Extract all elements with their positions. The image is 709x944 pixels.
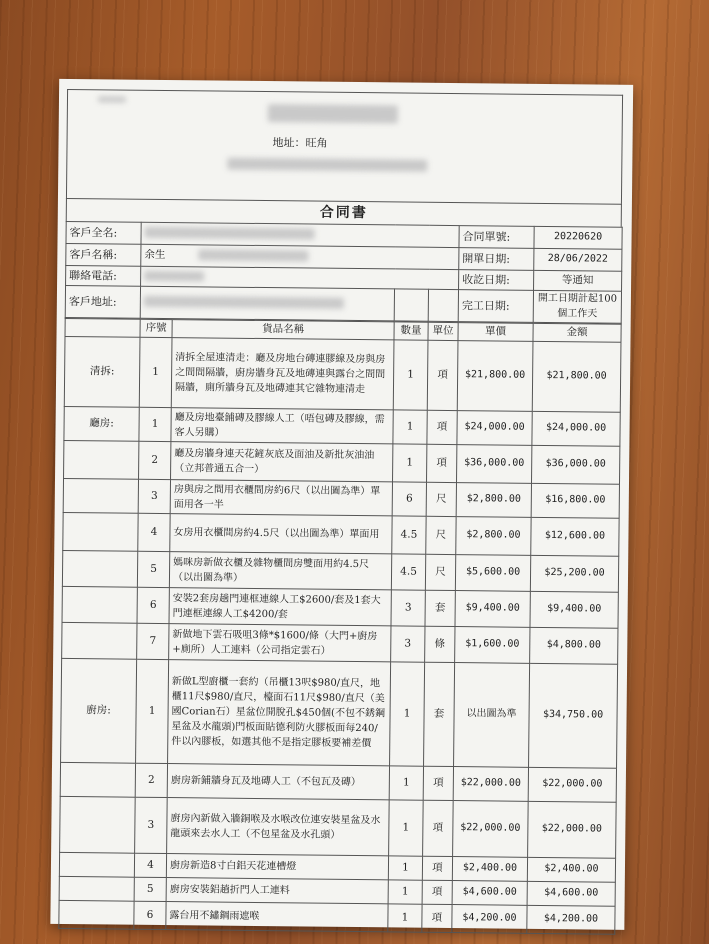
col-qty-header: 數量 [394,322,428,341]
table-row [64,337,621,413]
row-unit: 項 [427,340,458,410]
row-unit-price: $2,400.00 [452,857,527,882]
row-category [60,763,135,798]
row-unit-price: $22,000.00 [453,801,529,858]
row-category [64,441,139,480]
table-row [63,479,619,519]
redacted-company-address [227,158,427,172]
col-name-header: 貨品名稱 [172,320,394,341]
finish-date-value: 開工日期計起100個工作天 [533,290,621,323]
row-amount: $36,000.00 [531,446,619,485]
row-unit: 項 [427,410,457,444]
customer-name-label: 客戶名稱: [66,243,141,266]
row-unit: 尺 [426,516,456,554]
deposit-date-label: 收訖日期: [459,270,534,291]
row-category [63,479,138,514]
row-category [63,513,138,552]
row-unit-price: $24,000.00 [457,411,532,446]
row-description: 廚房安裝鋁趟折門人工連料 [166,878,388,904]
col-unit-header: 單位 [428,322,458,341]
table-row [64,441,620,485]
customer-full-name-label: 客戶全名: [66,221,141,244]
customer-name-value: 余生 [144,248,166,261]
deposit-date-value: 等通知 [534,270,622,291]
redacted-customer-address [144,296,344,309]
row-qty: 1 [393,340,428,410]
row-seq: 1 [139,337,172,407]
row-qty: 1 [393,410,427,444]
row-description: 清拆全屋連清走：廳及房地台磚連膠線及房與房之間間隔牆，廚房牆身瓦及地磚連與露台之間間隔牆，廁所牆身瓦及地磚連其它雜物連清走 [171,338,394,410]
table-row [59,901,615,935]
row-category [59,901,134,930]
row-qty: 4.5 [392,516,426,554]
row-category: 廚房: [61,659,137,764]
company-header [66,89,623,204]
row-category [59,853,134,878]
row-category [59,877,134,902]
row-seq: 1 [136,659,169,763]
row-qty: 1 [390,662,425,766]
row-amount: $21,800.00 [532,342,621,413]
row-unit: 項 [423,766,453,800]
row-amount: $4,600.00 [527,882,615,907]
row-unit: 套 [425,590,455,626]
row-qty: 1 [388,856,422,880]
table-row [63,513,619,557]
row-description: 廳及房地臺鋪磚及膠線人工（唔包磚及膠線，需客人另購） [171,408,393,444]
redacted-mark [98,96,126,102]
row-category: 廳房: [64,407,139,442]
row-description: 安裝2套房趟門連框連線人工$2600/套及1套大門連框連線人工$4200/套 [169,588,391,626]
row-category [62,551,137,588]
order-date-label: 開單日期: [459,248,534,271]
row-unit-price: $21,800.00 [457,341,533,412]
row-amount: $4,200.00 [527,906,615,935]
row-description: 女房用衣櫃間房約4.5尺（以出圖為準）單面用 [170,514,392,554]
row-qty: 1 [389,766,423,800]
customer-info-table [65,221,623,324]
row-seq: 1 [139,407,171,441]
row-qty: 6 [392,482,426,516]
contract-paper [50,79,633,930]
row-unit-price: $5,600.00 [455,555,530,592]
row-seq: 4 [138,513,170,551]
col-seq-header: 序號 [140,319,172,338]
col-price-header: 單價 [458,323,533,342]
row-description: 媽咪房新做衣櫃及雜物櫃間房雙面用約4.5尺（以出圖為準） [169,552,391,590]
row-unit-price: $2,800.00 [456,483,531,518]
row-unit-price: 以出圖為準 [454,663,530,768]
row-description: 新做地下雲石吸咀3條*$1600/條（大門+廚房+廁所）人工連料（公司指定雲石） [169,624,391,662]
quotation-items-table [58,318,621,935]
row-unit-price: $22,000.00 [453,767,528,802]
contact-phone-label: 聯絡電話: [66,265,141,286]
col-amount-header: 金額 [533,323,621,342]
table-row [62,551,618,593]
row-amount: $16,800.00 [531,484,619,519]
row-amount: $2,400.00 [527,858,615,883]
table-row [62,623,618,665]
row-amount: $22,000.00 [528,802,617,859]
row-unit: 尺 [425,554,455,590]
row-seq: 5 [134,877,166,901]
finish-date-label: 完工日期: [458,290,533,323]
company-address-label: 地址：旺角 [272,136,328,150]
row-unit: 套 [424,662,455,766]
redacted-customer-name-extra [199,250,309,262]
redacted-company-name [268,104,398,123]
row-unit-price: $1,600.00 [455,627,530,664]
row-unit-price: $4,600.00 [452,881,527,906]
table-row [60,797,617,859]
row-qty: 3 [391,626,425,662]
row-unit: 項 [423,800,454,856]
contract-document [58,89,623,935]
row-amount: $12,600.00 [531,518,619,557]
row-category [62,623,137,660]
row-seq: 7 [137,623,169,659]
row-amount: $4,800.00 [530,628,618,665]
row-category [60,797,136,854]
row-qty: 1 [388,880,422,904]
row-unit: 項 [426,444,456,482]
row-seq: 3 [135,797,168,853]
row-seq: 3 [138,479,170,513]
contract-no-value: 20220620 [534,226,622,249]
redacted-customer-full-name [145,227,315,240]
row-description: 廳及房牆身連天花鏟灰底及面油及新批灰油油（立邦普通五合一） [171,442,393,482]
row-description: 廚房新鋪牆身瓦及地磚人工（不包瓦及磚） [167,764,389,800]
table-row [64,407,620,447]
document-title: 合同書 [66,198,622,227]
row-amount: $9,400.00 [530,592,618,629]
row-unit-price: $4,200.00 [452,905,527,934]
row-seq: 6 [134,901,166,929]
row-unit-price: $36,000.00 [456,445,531,484]
row-description: 新做L型廚櫃一套約（吊櫃13呎$980/直尺，地櫃11尺$980/直尺，檯面石11尺$980/直尺（美國Corian石）星盆位開脫孔$450個(不包不銹鋼星盆及水龍頭)門板面貼德利防火膠板面每240/件以內膠板，如選其他不是指定膠板要補差價 [168,660,391,766]
table-row [61,659,618,769]
row-seq: 6 [137,587,169,623]
row-seq: 2 [135,763,167,797]
row-seq: 4 [134,853,166,877]
row-unit-price: $9,400.00 [455,591,530,628]
row-category: 清拆: [64,337,140,408]
table-row [62,587,618,629]
row-amount: $34,750.00 [529,664,618,769]
contract-no-label: 合同單號: [459,226,534,249]
row-qty: 1 [388,904,422,932]
row-qty: 1 [393,444,427,482]
row-qty: 1 [389,800,424,856]
row-description: 房與房之間用衣櫃間房約6尺（以出圖為準）單面用各一半 [170,480,392,516]
row-description: 廚房新造8寸白鋁天花連槽燈 [166,854,388,880]
row-description: 廚房內新做入牆銅喉及水喉改位連安裝星盆及水龍頭來去水人工（不包星盆及水孔頭） [167,798,390,856]
row-unit: 項 [422,856,452,880]
row-amount: $24,000.00 [532,412,620,447]
row-unit: 條 [425,626,455,662]
row-amount: $25,200.00 [530,556,618,593]
row-unit: 項 [422,904,452,932]
row-seq: 5 [137,551,169,587]
row-unit: 尺 [426,482,456,516]
row-qty: 4.5 [391,554,425,590]
row-amount: $22,000.00 [528,768,616,803]
table-row [60,763,616,803]
row-qty: 3 [391,590,425,626]
row-category [62,587,137,624]
customer-address-label: 客戶地址: [65,285,140,318]
order-date-value: 28/06/2022 [534,248,622,271]
row-seq: 2 [139,441,171,479]
row-description: 露台用不鏽鋼雨遮喉 [166,902,388,932]
redacted-phone [144,271,204,282]
row-unit-price: $2,800.00 [456,517,531,556]
row-unit: 項 [422,880,452,904]
